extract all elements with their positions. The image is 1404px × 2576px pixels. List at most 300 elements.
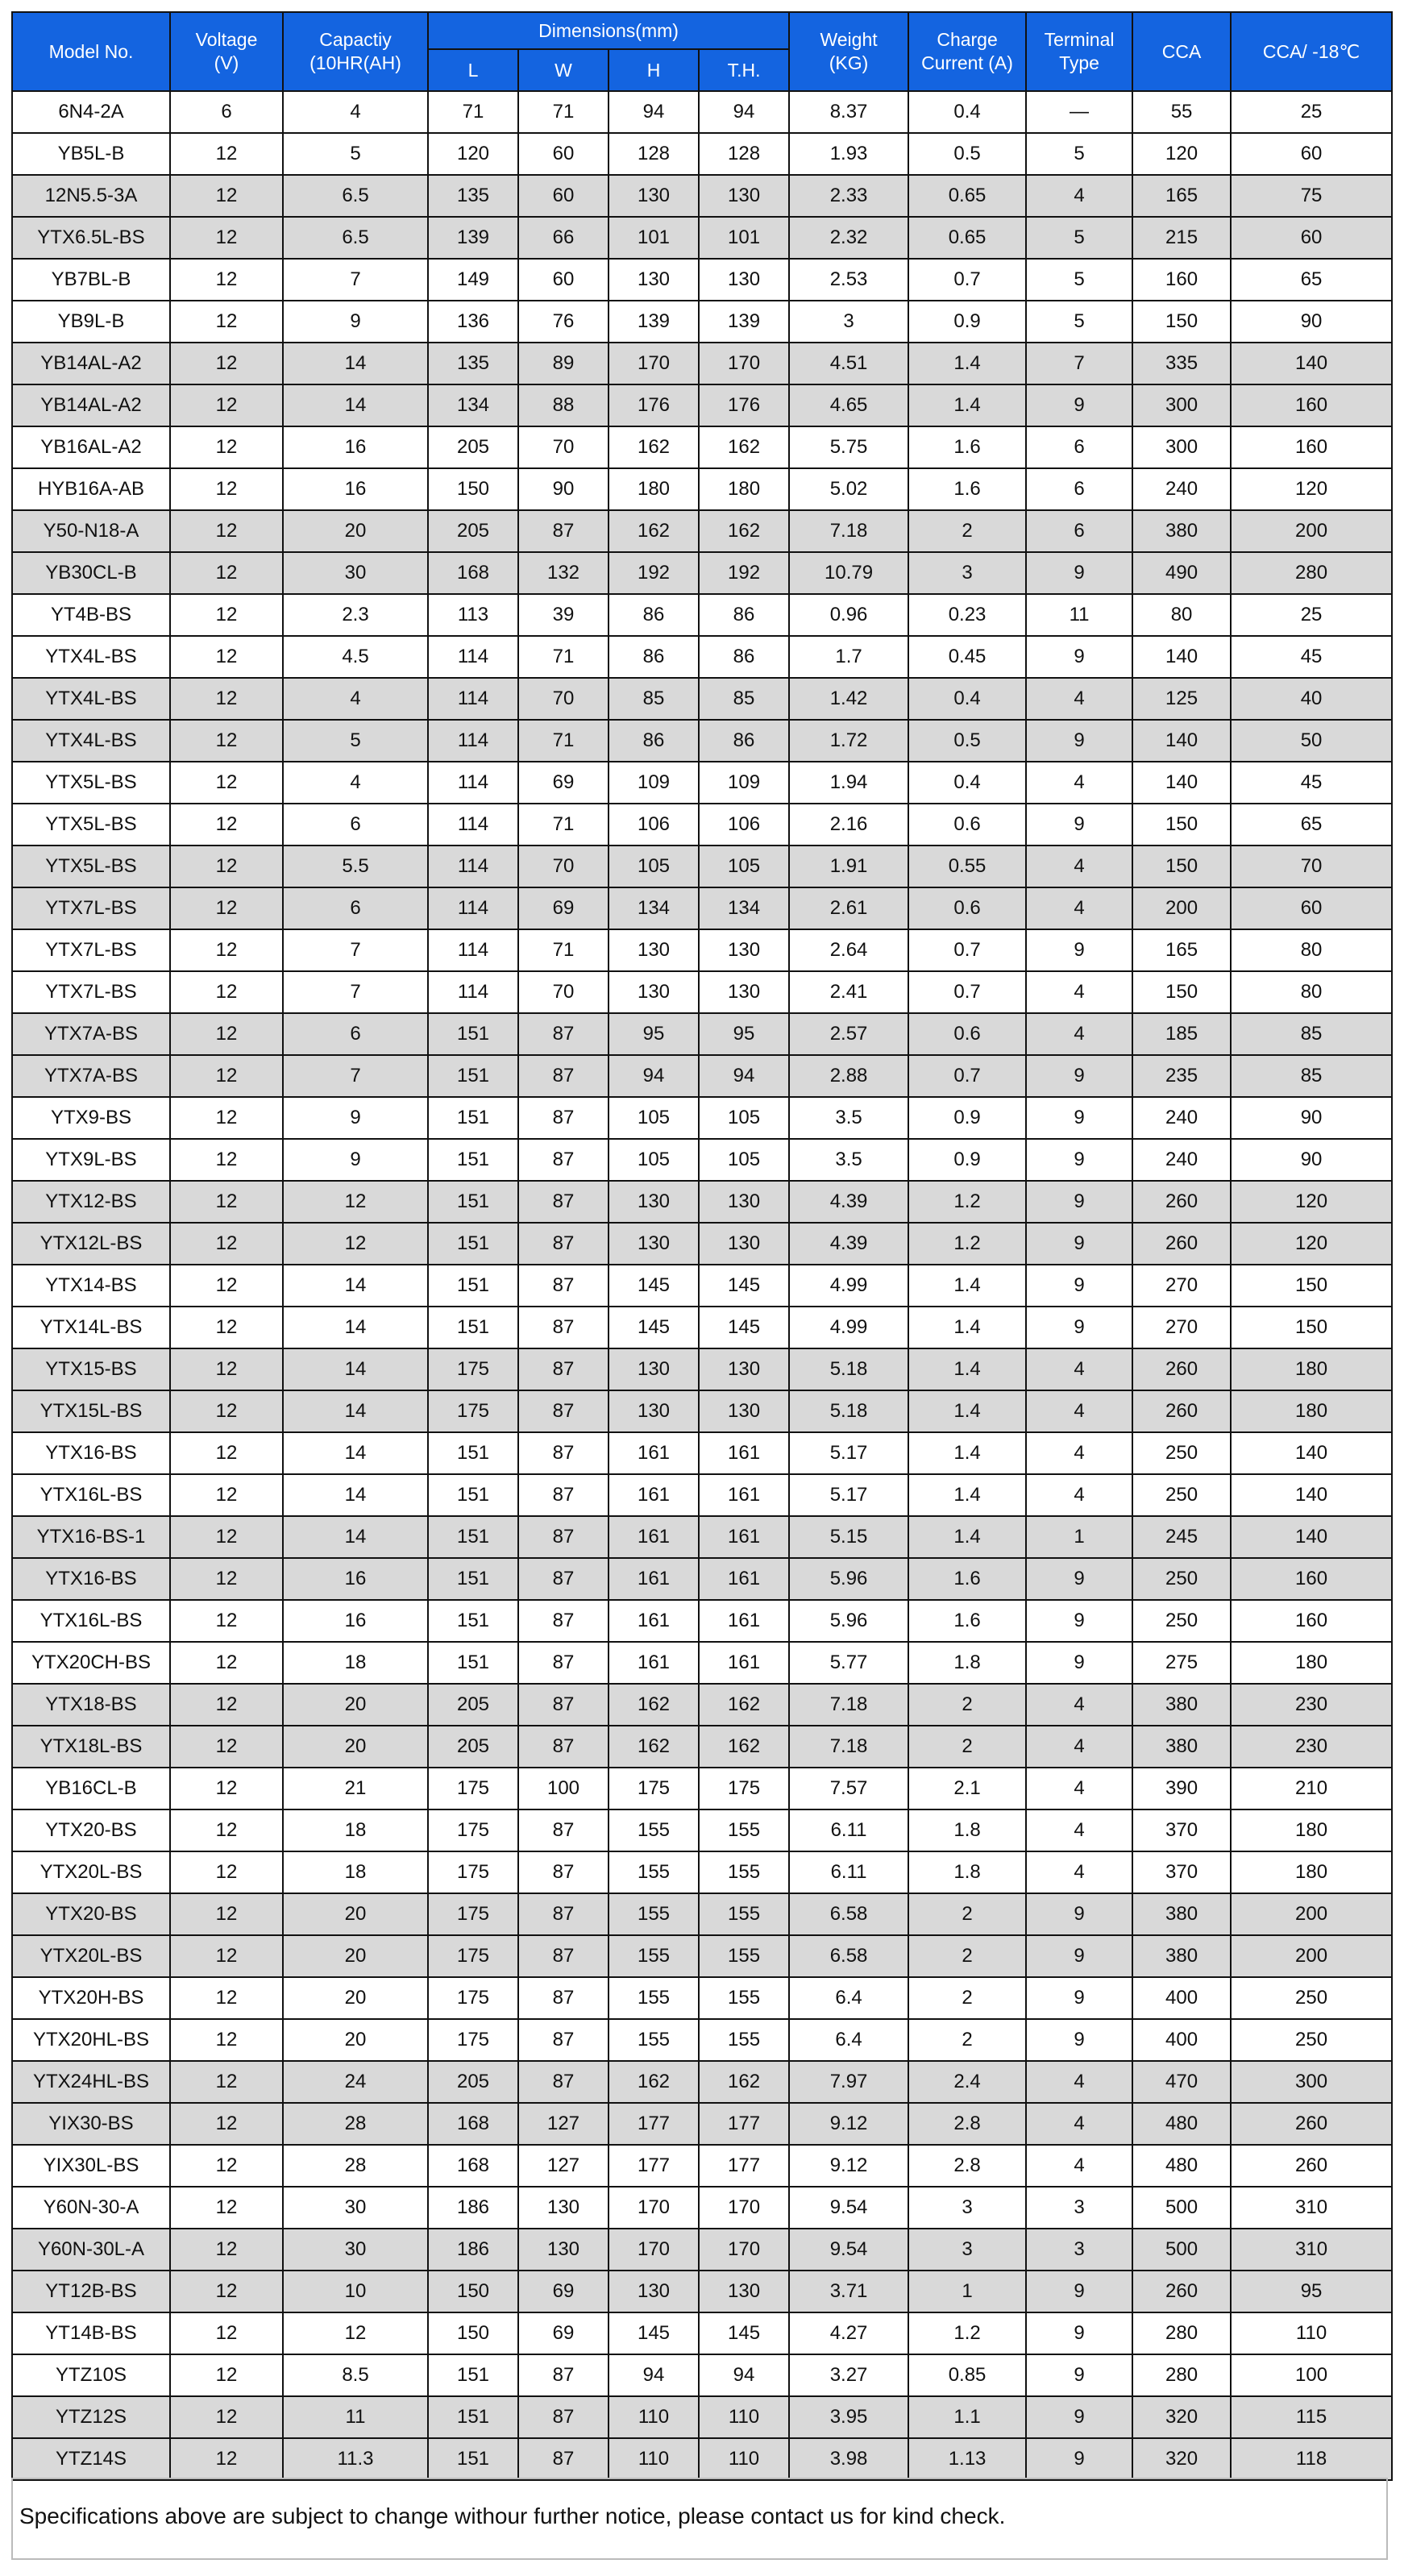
cell-weight: 2.41 [789,971,908,1013]
cell-model: YTX16-BS-1 [12,1516,170,1558]
cell-cca: 260 [1132,1181,1231,1223]
table-row [12,1935,1392,1977]
cell-capacity: 6 [283,1013,428,1055]
cell-length: 114 [428,929,518,971]
cell-model: YTX24HL-BS [12,2061,170,2103]
cell-model: YTX16L-BS [12,1474,170,1516]
cell-length: 151 [428,1432,518,1474]
cell-width: 76 [518,301,609,343]
cell-voltage: 12 [170,1390,283,1432]
table-row [12,2229,1392,2271]
cell-weight: 9.12 [789,2103,908,2145]
header-dimensions: Dimensions(mm) [428,12,789,49]
cell-voltage: 12 [170,1935,283,1977]
cell-cca-18: 120 [1231,468,1392,510]
cell-width: 66 [518,217,609,259]
cell-voltage: 12 [170,468,283,510]
cell-weight: 1.93 [789,133,908,175]
cell-capacity: 14 [283,1516,428,1558]
cell-total-height: 94 [699,91,789,133]
table-row [12,426,1392,468]
cell-voltage: 12 [170,1558,283,1600]
cell-weight: 4.27 [789,2312,908,2354]
cell-voltage: 12 [170,1265,283,1307]
cell-capacity: 14 [283,1348,428,1390]
header-cca: CCA [1132,12,1231,91]
cell-weight: 3.98 [789,2438,908,2480]
header-charge-current: Charge Current (A) [908,12,1026,91]
cell-cca: 320 [1132,2396,1231,2438]
cell-width: 87 [518,1893,609,1935]
battery-spec-table [11,11,1393,2481]
cell-voltage: 12 [170,887,283,929]
cell-cca-18: 85 [1231,1013,1392,1055]
cell-voltage: 12 [170,510,283,552]
cell-model: YTX20H-BS [12,1977,170,2019]
cell-height: 162 [609,426,699,468]
header-cca-18: CCA/ -18℃ [1231,12,1392,91]
cell-cca-18: 180 [1231,1809,1392,1851]
cell-charge-current: 0.4 [908,91,1026,133]
cell-charge-current: 0.23 [908,594,1026,636]
cell-length: 205 [428,426,518,468]
cell-capacity: 30 [283,2187,428,2229]
cell-terminal-type: 4 [1026,846,1132,887]
cell-model: YIX30-BS [12,2103,170,2145]
cell-terminal-type: 5 [1026,301,1132,343]
cell-total-height: 162 [699,510,789,552]
header-model: Model No. [12,12,170,91]
cell-length: 114 [428,720,518,762]
cell-total-height: 130 [699,259,789,301]
table-row [12,1893,1392,1935]
cell-height: 155 [609,2019,699,2061]
cell-length: 149 [428,259,518,301]
cell-voltage: 12 [170,426,283,468]
cell-length: 168 [428,2103,518,2145]
cell-terminal-type: 4 [1026,1768,1132,1809]
cell-capacity: 11.3 [283,2438,428,2480]
cell-width: 87 [518,2019,609,2061]
cell-cca-18: 140 [1231,343,1392,384]
cell-length: 134 [428,384,518,426]
cell-charge-current: 1.4 [908,1307,1026,1348]
cell-total-height: 94 [699,2354,789,2396]
cell-model: YTX5L-BS [12,846,170,887]
cell-capacity: 20 [283,1726,428,1768]
cell-terminal-type: 6 [1026,468,1132,510]
table-row [12,468,1392,510]
cell-cca-18: 25 [1231,594,1392,636]
cell-voltage: 12 [170,1474,283,1516]
cell-width: 70 [518,426,609,468]
cell-width: 70 [518,846,609,887]
cell-total-height: 155 [699,1935,789,1977]
cell-total-height: 110 [699,2396,789,2438]
cell-width: 87 [518,1516,609,1558]
cell-capacity: 12 [283,1181,428,1223]
cell-cca-18: 90 [1231,1139,1392,1181]
cell-cca-18: 60 [1231,133,1392,175]
cell-model: YTZ12S [12,2396,170,2438]
cell-voltage: 12 [170,2396,283,2438]
cell-model: HYB16A-AB [12,468,170,510]
cell-cca: 275 [1132,1642,1231,1684]
cell-capacity: 28 [283,2103,428,2145]
cell-model: YB16CL-B [12,1768,170,1809]
cell-terminal-type: 9 [1026,1097,1132,1139]
cell-cca-18: 180 [1231,1642,1392,1684]
cell-terminal-type: 9 [1026,2312,1132,2354]
cell-capacity: 14 [283,343,428,384]
table-row [12,1181,1392,1223]
cell-model: YB5L-B [12,133,170,175]
cell-cca-18: 250 [1231,1977,1392,2019]
cell-cca: 200 [1132,887,1231,929]
cell-cca-18: 65 [1231,259,1392,301]
cell-weight: 7.18 [789,510,908,552]
cell-model: YTX7L-BS [12,929,170,971]
cell-height: 106 [609,804,699,846]
cell-terminal-type: 9 [1026,2438,1132,2480]
cell-height: 105 [609,846,699,887]
cell-cca: 380 [1132,1935,1231,1977]
cell-weight: 5.17 [789,1432,908,1474]
cell-weight: 7.97 [789,2061,908,2103]
cell-width: 87 [518,1600,609,1642]
cell-cca: 140 [1132,720,1231,762]
cell-cca-18: 90 [1231,1097,1392,1139]
cell-capacity: 7 [283,929,428,971]
table-row [12,762,1392,804]
cell-cca-18: 230 [1231,1684,1392,1726]
cell-cca: 125 [1132,678,1231,720]
cell-terminal-type: 9 [1026,636,1132,678]
cell-cca: 490 [1132,552,1231,594]
cell-charge-current: 1.6 [908,468,1026,510]
cell-length: 151 [428,1516,518,1558]
cell-cca: 480 [1132,2145,1231,2187]
cell-voltage: 12 [170,259,283,301]
cell-capacity: 16 [283,1558,428,1600]
cell-weight: 4.99 [789,1265,908,1307]
cell-cca-18: 60 [1231,887,1392,929]
cell-charge-current: 0.6 [908,1013,1026,1055]
cell-length: 151 [428,1307,518,1348]
cell-terminal-type: 9 [1026,1977,1132,2019]
cell-voltage: 12 [170,1516,283,1558]
cell-length: 175 [428,1348,518,1390]
cell-height: 130 [609,1181,699,1223]
cell-height: 155 [609,1977,699,2019]
cell-height: 110 [609,2438,699,2480]
cell-width: 87 [518,1809,609,1851]
cell-capacity: 5 [283,720,428,762]
cell-length: 151 [428,2354,518,2396]
cell-model: YTX12L-BS [12,1223,170,1265]
cell-voltage: 12 [170,1097,283,1139]
cell-terminal-type: 9 [1026,1265,1132,1307]
cell-charge-current: 1.6 [908,1600,1026,1642]
cell-height: 145 [609,1307,699,1348]
cell-cca-18: 160 [1231,384,1392,426]
cell-length: 205 [428,1684,518,1726]
cell-terminal-type: 9 [1026,1600,1132,1642]
cell-cca: 300 [1132,426,1231,468]
table-row [12,1726,1392,1768]
cell-terminal-type: 4 [1026,1348,1132,1390]
cell-total-height: 162 [699,1726,789,1768]
cell-height: 175 [609,1768,699,1809]
cell-charge-current: 0.4 [908,762,1026,804]
cell-cca: 400 [1132,1977,1231,2019]
cell-total-height: 155 [699,1851,789,1893]
table-row [12,552,1392,594]
cell-charge-current: 0.4 [908,678,1026,720]
cell-voltage: 12 [170,2229,283,2271]
cell-capacity: 14 [283,384,428,426]
table-row [12,1600,1392,1642]
cell-total-height: 109 [699,762,789,804]
table-row [12,971,1392,1013]
cell-capacity: 9 [283,1097,428,1139]
cell-charge-current: 0.65 [908,175,1026,217]
cell-length: 120 [428,133,518,175]
cell-width: 87 [518,1097,609,1139]
cell-total-height: 155 [699,1977,789,2019]
cell-cca-18: 120 [1231,1223,1392,1265]
cell-model: YTX15L-BS [12,1390,170,1432]
cell-width: 87 [518,1055,609,1097]
cell-total-height: 161 [699,1642,789,1684]
cell-voltage: 12 [170,1726,283,1768]
cell-model: YTX18L-BS [12,1726,170,1768]
table-row [12,301,1392,343]
cell-width: 87 [518,1390,609,1432]
cell-voltage: 12 [170,1642,283,1684]
cell-length: 151 [428,1642,518,1684]
cell-weight: 9.12 [789,2145,908,2187]
cell-voltage: 12 [170,594,283,636]
cell-cca: 160 [1132,259,1231,301]
cell-model: YTX7A-BS [12,1013,170,1055]
cell-height: 155 [609,1893,699,1935]
cell-height: 130 [609,1348,699,1390]
cell-terminal-type: 9 [1026,929,1132,971]
table-row [12,1684,1392,1726]
cell-height: 170 [609,2229,699,2271]
cell-total-height: 145 [699,2312,789,2354]
cell-total-height: 161 [699,1516,789,1558]
cell-weight: 3.5 [789,1139,908,1181]
cell-voltage: 12 [170,1013,283,1055]
cell-total-height: 192 [699,552,789,594]
cell-charge-current: 1.4 [908,1474,1026,1516]
cell-terminal-type: 9 [1026,384,1132,426]
cell-weight: 3.95 [789,2396,908,2438]
cell-cca: 260 [1132,1223,1231,1265]
cell-length: 151 [428,1558,518,1600]
cell-cca-18: 70 [1231,846,1392,887]
cell-charge-current: 1.4 [908,384,1026,426]
cell-height: 105 [609,1139,699,1181]
cell-cca: 280 [1132,2312,1231,2354]
cell-width: 132 [518,552,609,594]
cell-cca-18: 200 [1231,1935,1392,1977]
header-capacity: Capactiy (10HR(AH) [283,12,428,91]
cell-width: 87 [518,1307,609,1348]
cell-charge-current: 2 [908,2019,1026,2061]
cell-height: 101 [609,217,699,259]
cell-terminal-type: 7 [1026,343,1132,384]
cell-total-height: 155 [699,2019,789,2061]
cell-model: YIX30L-BS [12,2145,170,2187]
cell-cca: 380 [1132,1684,1231,1726]
cell-voltage: 12 [170,804,283,846]
cell-height: 134 [609,887,699,929]
table-header [12,12,1392,91]
cell-charge-current: 2.4 [908,2061,1026,2103]
cell-total-height: 176 [699,384,789,426]
cell-model: YB16AL-A2 [12,426,170,468]
cell-voltage: 12 [170,1139,283,1181]
cell-total-height: 130 [699,971,789,1013]
cell-total-height: 94 [699,1055,789,1097]
cell-width: 71 [518,91,609,133]
cell-charge-current: 2 [908,1977,1026,2019]
cell-voltage: 12 [170,2019,283,2061]
cell-model: YTX16-BS [12,1432,170,1474]
cell-cca-18: 150 [1231,1307,1392,1348]
cell-cca-18: 260 [1231,2103,1392,2145]
cell-charge-current: 1.2 [908,2312,1026,2354]
cell-height: 162 [609,510,699,552]
cell-capacity: 4 [283,91,428,133]
cell-cca-18: 110 [1231,2312,1392,2354]
cell-total-height: 145 [699,1307,789,1348]
cell-capacity: 9 [283,301,428,343]
cell-weight: 1.94 [789,762,908,804]
cell-weight: 5.75 [789,426,908,468]
cell-weight: 5.02 [789,468,908,510]
cell-total-height: 130 [699,1348,789,1390]
cell-height: 94 [609,1055,699,1097]
table-row [12,1516,1392,1558]
cell-width: 69 [518,762,609,804]
cell-height: 85 [609,678,699,720]
cell-cca-18: 45 [1231,636,1392,678]
cell-weight: 5.18 [789,1390,908,1432]
cell-width: 87 [518,1474,609,1516]
cell-voltage: 12 [170,1893,283,1935]
cell-cca-18: 180 [1231,1390,1392,1432]
header-weight: Weight (KG) [789,12,908,91]
cell-width: 87 [518,1935,609,1977]
cell-charge-current: 1.4 [908,1390,1026,1432]
cell-model: YTX20L-BS [12,1851,170,1893]
cell-model: Y60N-30-A [12,2187,170,2229]
cell-total-height: 134 [699,887,789,929]
footnote-box [11,2478,1388,2560]
cell-charge-current: 1.4 [908,1432,1026,1474]
cell-model: YTX20L-BS [12,1935,170,1977]
cell-cca: 165 [1132,175,1231,217]
cell-cca-18: 80 [1231,971,1392,1013]
cell-width: 69 [518,2312,609,2354]
cell-width: 87 [518,1726,609,1768]
cell-cca: 240 [1132,1097,1231,1139]
cell-terminal-type: 4 [1026,1726,1132,1768]
cell-cca: 500 [1132,2229,1231,2271]
cell-height: 155 [609,1935,699,1977]
cell-cca-18: 25 [1231,91,1392,133]
header-dim-h: H [609,49,699,91]
cell-terminal-type: 9 [1026,720,1132,762]
cell-capacity: 8.5 [283,2354,428,2396]
table-body [12,91,1392,2480]
cell-voltage: 12 [170,1432,283,1474]
cell-capacity: 30 [283,2229,428,2271]
cell-capacity: 21 [283,1768,428,1809]
cell-width: 130 [518,2187,609,2229]
cell-capacity: 7 [283,1055,428,1097]
cell-weight: 1.72 [789,720,908,762]
cell-cca: 140 [1132,762,1231,804]
cell-model: YTX4L-BS [12,720,170,762]
cell-total-height: 130 [699,929,789,971]
cell-length: 151 [428,1139,518,1181]
cell-model: YTX12-BS [12,1181,170,1223]
cell-charge-current: 1.4 [908,1265,1026,1307]
cell-weight: 8.37 [789,91,908,133]
cell-voltage: 12 [170,1223,283,1265]
cell-height: 130 [609,1390,699,1432]
cell-total-height: 110 [699,2438,789,2480]
cell-total-height: 175 [699,1768,789,1809]
cell-charge-current: 2 [908,510,1026,552]
cell-cca: 380 [1132,510,1231,552]
cell-charge-current: 3 [908,2187,1026,2229]
cell-length: 150 [428,2271,518,2312]
cell-cca-18: 45 [1231,762,1392,804]
cell-model: YB14AL-A2 [12,343,170,384]
cell-capacity: 7 [283,971,428,1013]
cell-width: 90 [518,468,609,510]
table-row [12,343,1392,384]
cell-height: 109 [609,762,699,804]
cell-cca-18: 120 [1231,1181,1392,1223]
cell-total-height: 105 [699,1097,789,1139]
cell-cca: 150 [1132,301,1231,343]
cell-terminal-type: 4 [1026,1684,1132,1726]
cell-charge-current: 0.7 [908,1055,1026,1097]
cell-charge-current: 2.8 [908,2145,1026,2187]
cell-weight: 10.79 [789,552,908,594]
cell-cca-18: 250 [1231,2019,1392,2061]
cell-height: 145 [609,2312,699,2354]
cell-length: 175 [428,1809,518,1851]
table-row [12,2396,1392,2438]
cell-height: 161 [609,1558,699,1600]
table-row [12,2187,1392,2229]
cell-height: 128 [609,133,699,175]
cell-cca-18: 50 [1231,720,1392,762]
cell-width: 87 [518,2396,609,2438]
cell-charge-current: 0.9 [908,1139,1026,1181]
cell-width: 60 [518,259,609,301]
cell-voltage: 12 [170,636,283,678]
cell-capacity: 14 [283,1307,428,1348]
